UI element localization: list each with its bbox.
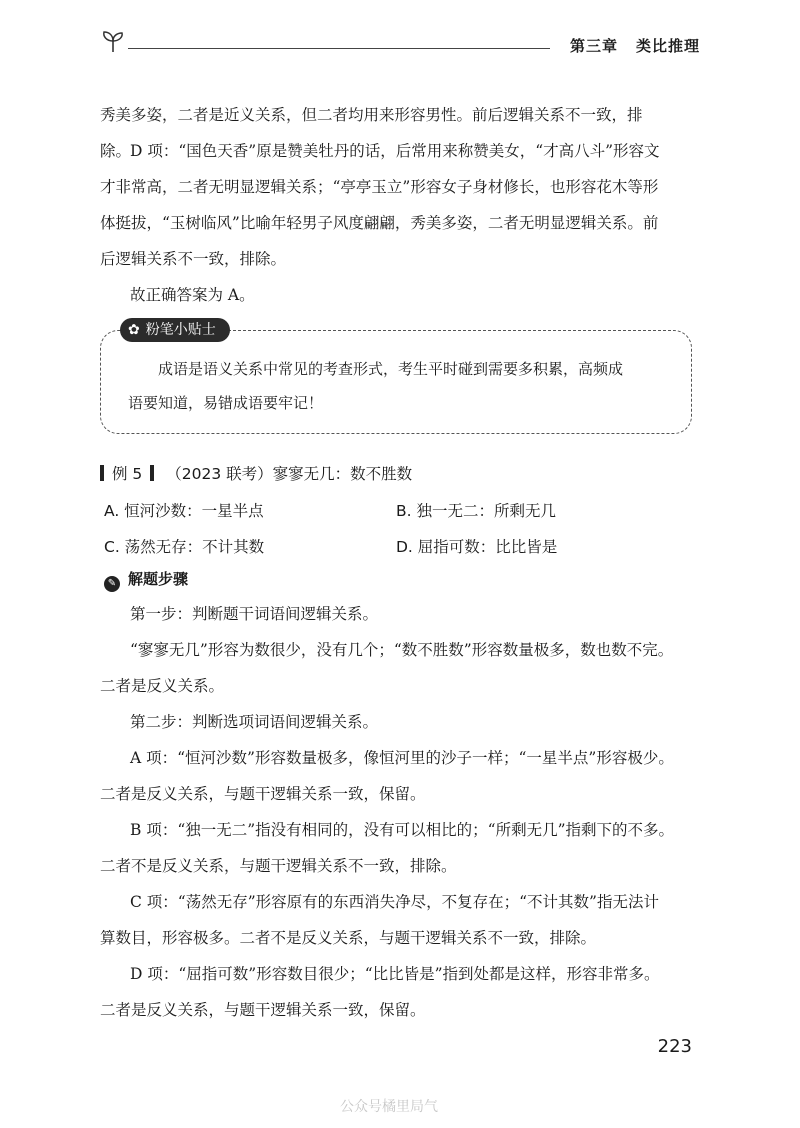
- sprout-icon: ✿: [128, 322, 140, 338]
- bar-mark: [150, 465, 154, 481]
- section-name: 类比推理: [635, 37, 700, 55]
- text-line: 后逻辑关系不一致，排除。: [100, 250, 287, 268]
- answer-line: 故正确答案为 A。: [130, 286, 255, 304]
- page-header: [100, 22, 700, 58]
- text-line: 体挺拔，“玉树临风”比喻年轻男子风度翩翩，秀美多姿，二者无明显逻辑关系。前: [100, 214, 659, 232]
- sprout-icon: [100, 28, 126, 54]
- text-line: 二者是反义关系，与题干逻辑关系一致，保留。: [100, 785, 426, 803]
- text-line: 二者是反义关系。: [100, 677, 225, 695]
- solution-text: [100, 596, 690, 1028]
- text-line: D 项：“屈指可数”形容数目很少；“比比皆是”指到处都是这样，形容非常多。: [130, 965, 660, 983]
- text-line: 算数目，形容极多。二者不是反义关系，与题干逻辑关系不一致，排除。: [100, 929, 597, 947]
- text-line: A 项：“恒河沙数”形容数量极多，像恒河里的沙子一样；“一星半点”形容极少。: [130, 749, 674, 767]
- text-line: 二者是反义关系，与题干逻辑关系一致，保留。: [100, 1001, 426, 1019]
- question-title: [100, 462, 412, 484]
- text-line: B 项：“独一无二”指没有相同的，没有可以相比的；“所剩无几”指剩下的不多。: [130, 821, 675, 839]
- solution-heading-text: 解题步骤: [128, 570, 189, 588]
- solution-heading: [104, 568, 188, 592]
- watermark: 公众号橘里局气: [340, 1099, 438, 1115]
- option-d: D. 屈指可数：比比皆是: [396, 538, 558, 556]
- tip-tag: [120, 318, 230, 342]
- text-line: 第二步：判断选项词语间逻辑关系。: [130, 713, 379, 731]
- text-line: 才非常高，二者无明显逻辑关系；“亭亭玉立”形容女子身材修长，也形容花木等形: [100, 178, 659, 196]
- bar-mark: [100, 465, 104, 481]
- tip-line: 成语是语义关系中常见的考查形式，考生平时碰到需要多积累，高频成: [158, 360, 624, 378]
- steps-icon: ✎: [104, 576, 120, 592]
- text-line: “寥寥无几”形容为数很少，没有几个；“数不胜数”形容数量极多，数也数不完。: [130, 641, 674, 659]
- header-rule: [128, 48, 550, 49]
- option-a: A. 恒河沙数：一星半点: [104, 502, 264, 520]
- tip-tag-label: 粉笔小贴士: [145, 322, 216, 338]
- text-line: D 项：“国色天香”原是赞美牡丹的话，后常用来称赞美女，“才高八斗”形容文: [130, 142, 660, 160]
- text-line: C 项：“荡然无存”形容原有的东西消失净尽，不复存在；“不计其数”指无法计: [130, 893, 659, 911]
- tip-text: [128, 352, 668, 420]
- option-b: B. 独一无二：所剩无几: [396, 502, 556, 520]
- chapter-title: [570, 35, 700, 56]
- text-line: 二者不是反义关系，与题干逻辑关系不一致，排除。: [100, 857, 457, 875]
- chapter-number: 第三章: [569, 37, 618, 55]
- option-c: C. 荡然无存：不计其数: [104, 538, 265, 556]
- page-number: 223: [657, 1036, 692, 1057]
- text-line: 秀美多姿，二者是近义关系，但二者均用来形容男性。前后逻辑关系不一致，排除。: [100, 106, 643, 160]
- question-label: 例 5: [112, 465, 143, 483]
- tip-line: 语要知道，易错成语要牢记！: [128, 394, 324, 412]
- question-source: （2023 联考）寥寥无几：数不胜数: [166, 465, 413, 483]
- text-line: 第一步：判断题干词语间逻辑关系。: [130, 605, 379, 623]
